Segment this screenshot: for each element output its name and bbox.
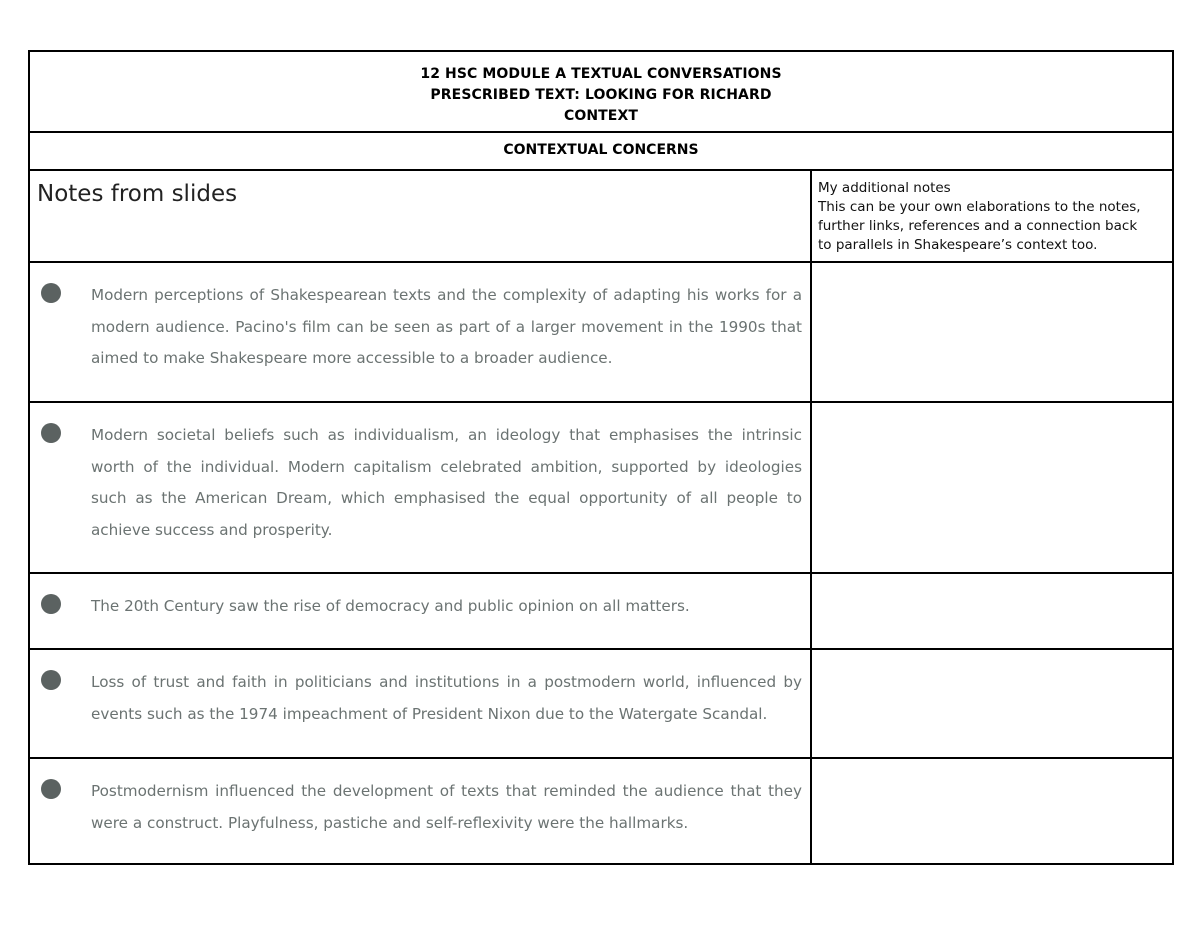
column-header-row — [30, 171, 1172, 263]
note-text: Modern perceptions of Shakespearean texts and the complexity of adapting his works for a modern audience. Pacino's film can be seen as part of a larger movement in the 1990s that aimed to make Shakespeare more accessible to a broader audience. — [91, 286, 802, 367]
title-line-context: CONTEXT — [563, 108, 639, 124]
additional-notes-heading — [818, 179, 1168, 255]
additional-notes-title: My additional notes — [818, 180, 951, 196]
bullet-icon — [41, 670, 61, 690]
note-text: The 20th Century saw the rise of democracy and public opinion on all matters. — [91, 597, 690, 615]
note-row — [30, 650, 1172, 759]
section-label: CONTEXTUAL CONCERNS — [503, 142, 699, 158]
additional-note-cell[interactable] — [812, 650, 1172, 757]
additional-note-cell[interactable] — [812, 263, 1172, 401]
worksheet-title — [30, 64, 1172, 127]
note-text: Modern societal beliefs such as individualism, an ideology that emphasises the intrinsic worth of the individual. Modern capitalism celebrated ambition, supported by ideologies such as the American Dream, which emphasised the equal opportunity of all people to achieve success and prosperity. — [91, 426, 802, 539]
title-line-prescribed-text: PRESCRIBED TEXT: LOOKING FOR RICHARD — [430, 87, 772, 103]
title-row — [30, 52, 1172, 133]
bullet-icon — [41, 283, 61, 303]
note-text: Loss of trust and faith in politicians and institutions in a postmodern world, influenced by events such as the 1974 impeachment of President Nixon due to the Watergate Scandal. — [91, 673, 802, 723]
title-line-module: 12 HSC MODULE A TEXTUAL CONVERSATIONS — [420, 66, 782, 82]
note-row — [30, 574, 1172, 650]
bullet-icon — [41, 779, 61, 799]
note-row — [30, 759, 1172, 865]
section-label-row — [30, 133, 1172, 171]
note-row — [30, 263, 1172, 403]
additional-note-cell[interactable] — [812, 574, 1172, 648]
additional-notes-instruction-line: to parallels in Shakespeare’s context too. — [818, 237, 1098, 253]
additional-note-cell[interactable] — [812, 403, 1172, 572]
additional-notes-instruction-line: This can be your own elaborations to the notes, — [818, 199, 1141, 215]
bullet-icon — [41, 423, 61, 443]
note-row — [30, 403, 1172, 574]
additional-notes-instruction-line: further links, references and a connection back — [818, 218, 1138, 234]
notes-column-heading: Notes from slides — [37, 181, 238, 207]
additional-note-cell[interactable] — [812, 759, 1172, 865]
bullet-icon — [41, 594, 61, 614]
note-text: Postmodernism influenced the development of texts that reminded the audience that they were a construct. Playfulness, pastiche and self-reflexivity were the hallmarks. — [91, 782, 802, 832]
context-worksheet-table — [28, 50, 1174, 865]
